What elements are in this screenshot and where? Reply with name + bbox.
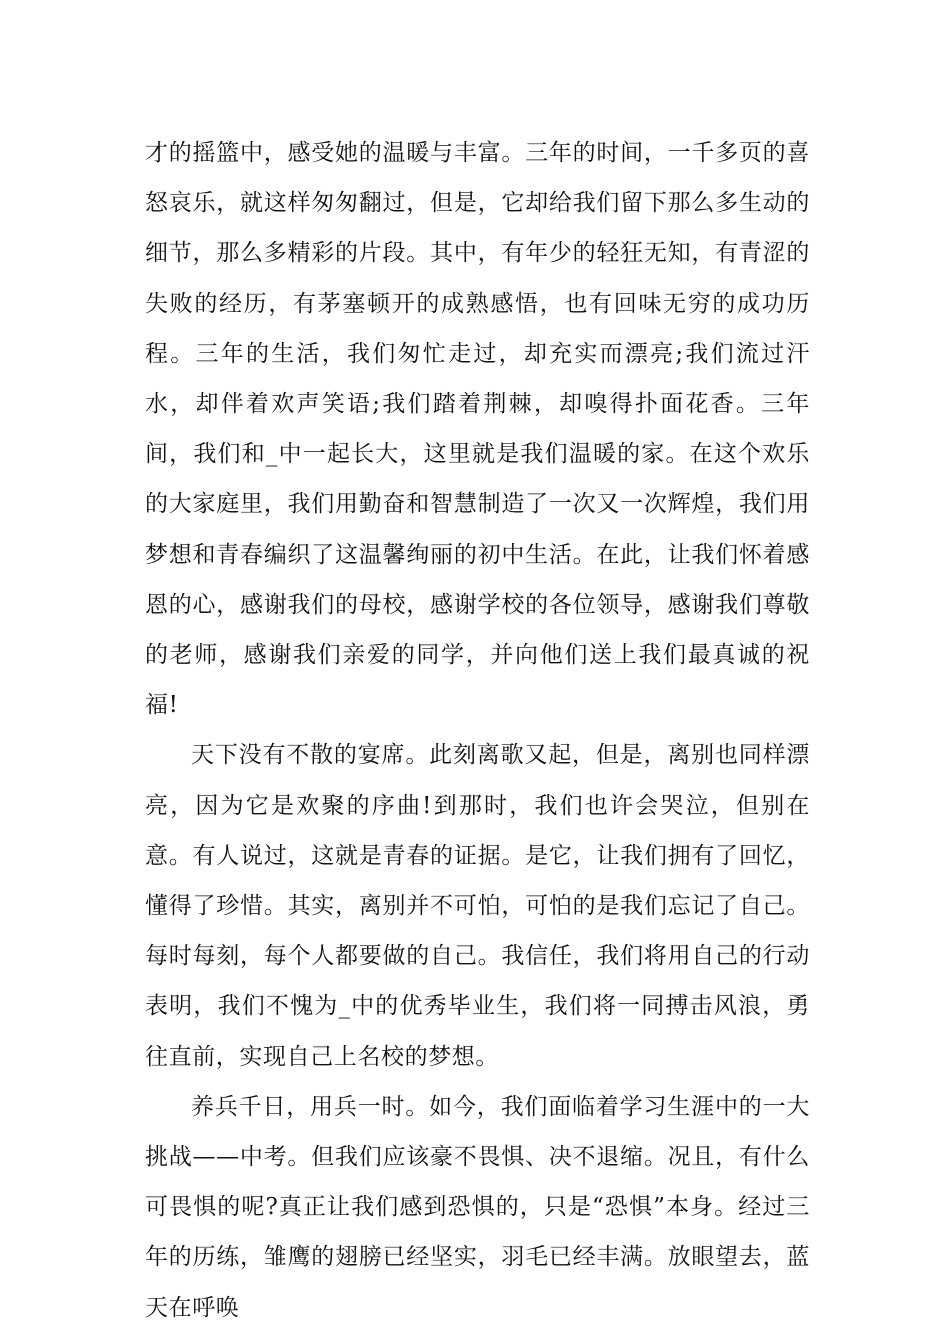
body-text bbox=[145, 128, 810, 1333]
paragraph-exam: 养兵千日，用兵一时。如今，我们面临着学习生涯中的一大挑战——中考。但我们应该豪不畏惧、决不退缩。况且，有什么可畏惧的呢?真正让我们感到恐惧的，只是“恐惧”本身。经过三年的历练，雏鹰的翅膀已经坚实，羽毛已经丰满。放眼望去，蓝天在呼唤 bbox=[145, 1093, 810, 1321]
paragraph-farewell: 天下没有不散的宴席。此刻离歌又起，但是，离别也同样漂亮，因为它是欢聚的序曲!到那时，我们也许会哭泣，但别在意。有人说过，这就是青春的证据。是它，让我们拥有了回忆，懂得了珍惜。其实，离别并不可怕，可怕的是我们忘记了自己。每时每刻，每个人都要做的自己。我信任，我们将用自己的行动表明，我们不愧为_中的优秀毕业生，我们将一同搏击风浪，勇往直前，实现自己上名校的梦想。 bbox=[145, 742, 810, 1070]
paragraph-continued: 才的摇篮中，感受她的温暖与丰富。三年的时间，一千多页的喜怒哀乐，就这样匆匆翻过，但是，它却给我们留下那么多生动的细节，那么多精彩的片段。其中，有年少的轻狂无知，有青涩的失败的经历，有茅塞顿开的成熟感悟，也有回味无穷的成功历程。三年的生活，我们匆忙走过，却充实而漂亮;我们流过汗水，却伴着欢声笑语;我们踏着荆棘，却嗅得扑面花香。三年间，我们和_中一起长大，这里就是我们温暖的家。在这个欢乐的大家庭里，我们用勤奋和智慧制造了一次又一次辉煌，我们用梦想和青春编织了这温馨绚丽的初中生活。在此，让我们怀着感恩的心，感谢我们的母校，感谢学校的各位领导，感谢我们尊敬的老师，感谢我们亲爱的同学，并向他们送上我们最真诚的祝福! bbox=[145, 140, 810, 719]
